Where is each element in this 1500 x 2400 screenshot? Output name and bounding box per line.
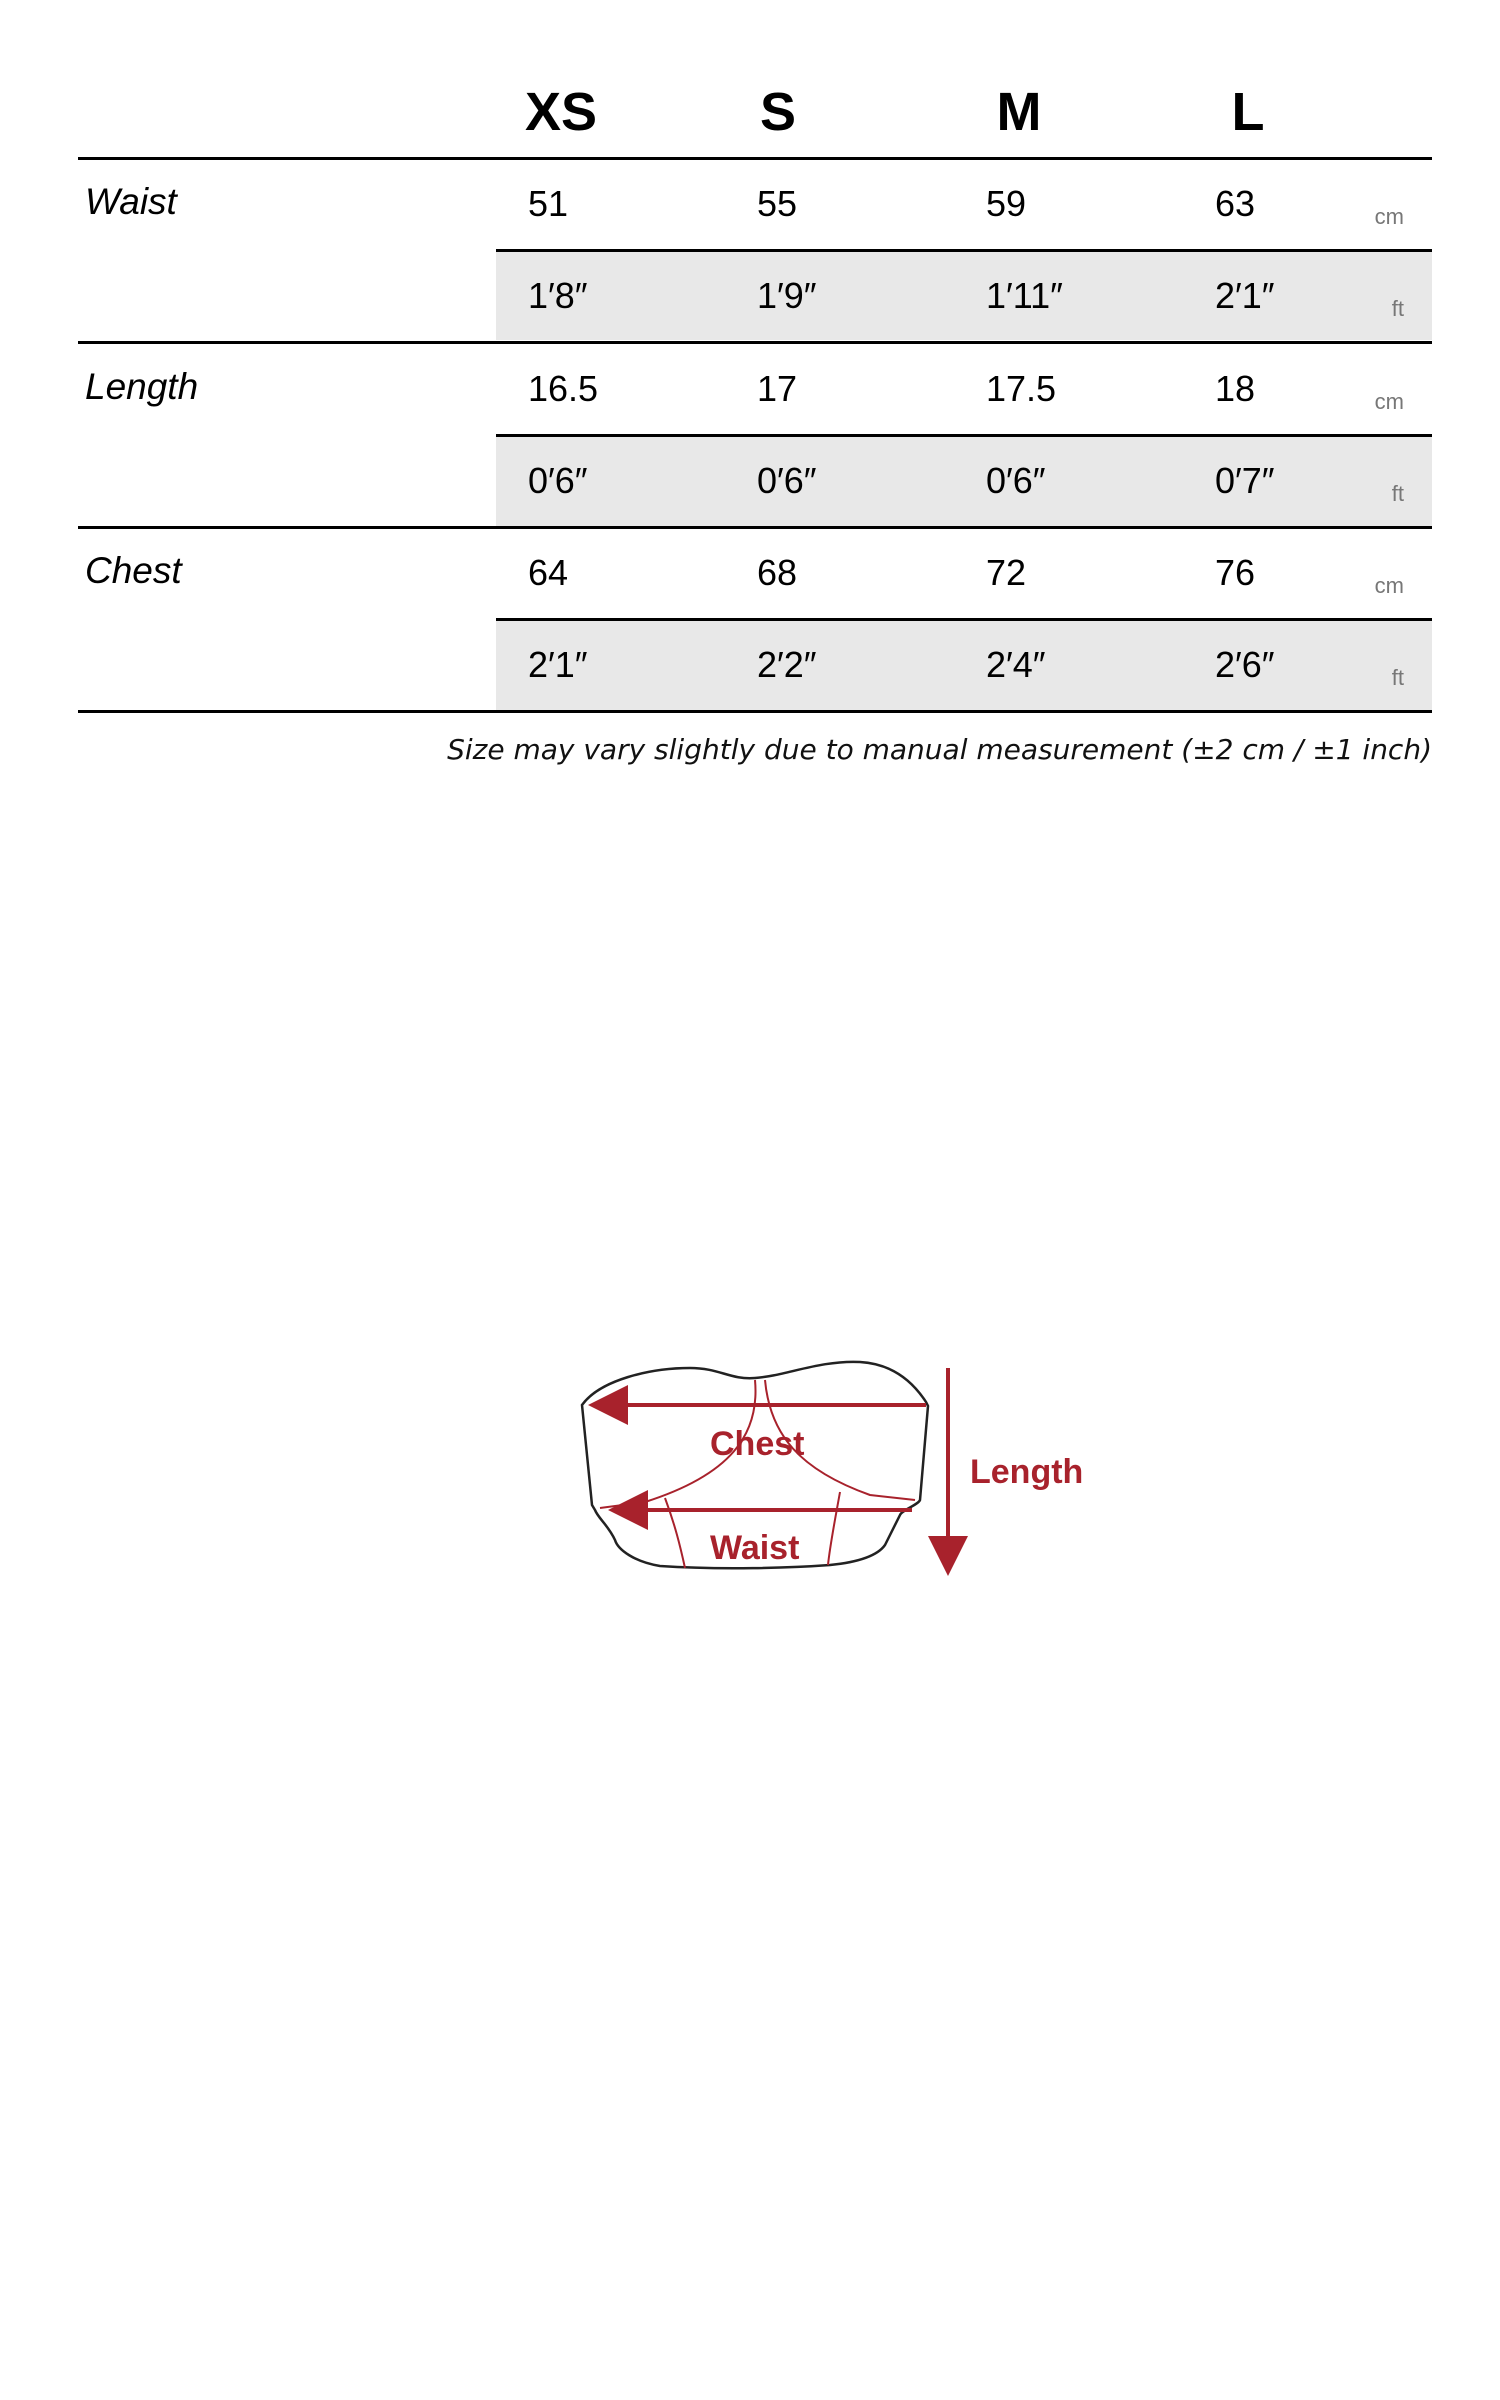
row-label-waist: Waist [85,181,177,222]
size-header-xs: XS [524,82,598,142]
chest-cm-s: 68 [757,552,798,593]
waist-cm-unit: cm [1374,204,1404,229]
garment-illustration [560,1340,1120,1660]
row-label-chest: Chest [85,550,182,591]
chest-ft-s: 2′2″ [757,644,817,685]
waist-cm-m: 59 [986,183,1027,224]
chest-ft-m: 2′4″ [986,644,1046,685]
right-panel-seam [828,1492,840,1565]
waist-label: Waist [710,1529,800,1567]
length-ft-s: 0′6″ [757,460,817,501]
length-ft-unit: ft [1391,481,1404,506]
chest-label: Chest [710,1425,805,1463]
measurement-note: Size may vary slightly due to manual measurement (±2 cm / ±1 inch) [447,733,1432,766]
waist-ft-l: 2′1″ [1215,275,1275,316]
waist-ft-m: 1′11″ [986,275,1063,316]
waist-row-divider [78,341,1432,344]
chest-ft-l: 2′6″ [1215,644,1275,685]
waist-cm-s: 55 [757,183,798,224]
row-label-length: Length [85,366,199,407]
chest-cm-xs: 64 [528,552,569,593]
waist-ft-unit: ft [1391,296,1404,321]
table-bottom-divider [78,710,1432,713]
length-ft-band [496,437,1432,526]
length-unit-divider [496,434,1432,437]
measurement-diagram [560,1340,1120,1660]
chest-ft-unit: ft [1391,665,1404,690]
waist-cm-xs: 51 [528,183,569,224]
chest-cm-unit: cm [1374,573,1404,598]
length-cm-xs: 16.5 [528,368,599,409]
length-cm-unit: cm [1374,389,1404,414]
chest-ft-xs: 2′1″ [528,644,588,685]
waist-cm-l: 63 [1215,183,1256,224]
size-header-m: M [996,82,1042,142]
length-ft-m: 0′6″ [986,460,1046,501]
waist-ft-band [496,251,1432,340]
length-row-divider [78,526,1432,529]
size-header-s: S [759,82,797,142]
length-cm-m: 17.5 [986,368,1057,409]
chest-cm-m: 72 [986,552,1027,593]
length-label: Length [970,1453,1084,1491]
waist-ft-s: 1′9″ [757,275,817,316]
header-divider [78,157,1432,160]
length-ft-l: 0′7″ [1215,460,1275,501]
size-header-l: L [1231,82,1265,142]
size-chart-table [78,0,1432,766]
chest-cm-l: 76 [1215,552,1256,593]
waist-ft-xs: 1′8″ [528,275,588,316]
chest-ft-band [496,621,1432,710]
length-ft-xs: 0′6″ [528,460,588,501]
length-cm-s: 17 [757,368,798,409]
chest-unit-divider [496,618,1432,621]
length-cm-l: 18 [1215,368,1256,409]
waist-unit-divider [496,249,1432,252]
